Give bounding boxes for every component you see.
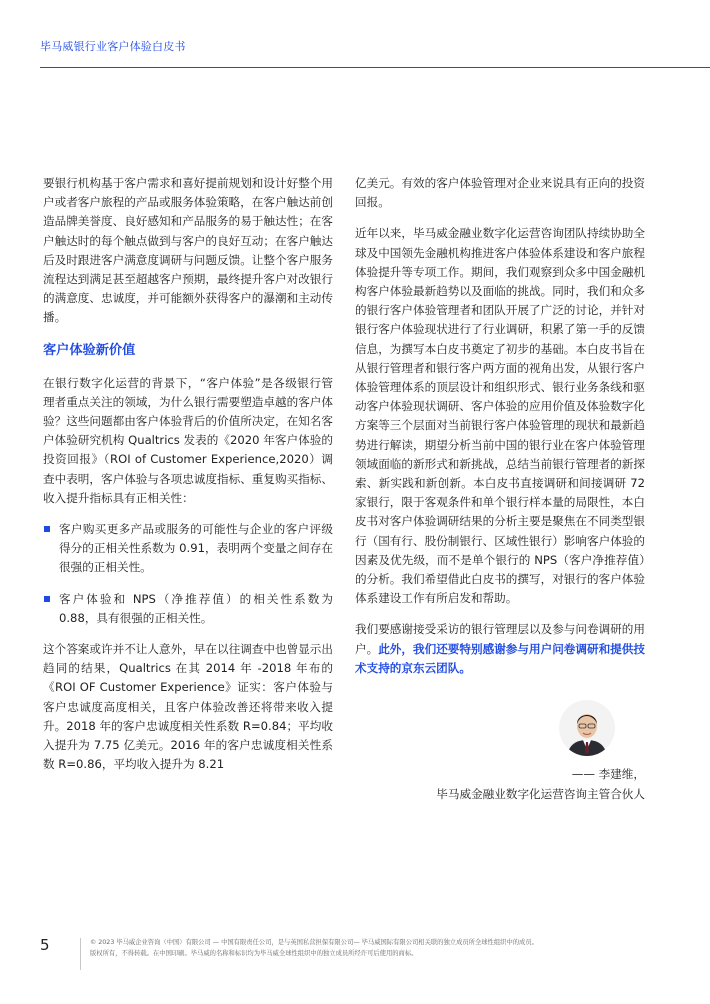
square-bullet-icon [44,596,50,602]
bullet-text: 客户购买更多产品或服务的可能性与企业的客户评级得分的正相关性系数为 0.91，表明两个变量之间存在很强的正相关性。 [59,522,333,575]
person-portrait-icon [559,700,615,756]
page-number: 5 [40,936,50,954]
section-heading: 客户体验新价值 [43,342,136,358]
list-item [43,520,333,578]
legal-line: 版权所有，不得转载。在中国印刷。毕马威的名称和标识均为毕马威全球性组织中的独立成员所经许可后使用的商标。 [90,949,418,957]
intro-paragraph: 要银行机构基于客户需求和喜好提前规划和设计好整个用户或者客户旅程的产品或服务体验策略，在客户触达前创造品牌美誉度、良好感知和产品服务的易于触达性；在客户触达时的每个触点做到与客户的良好互动；在客户触达后及时跟进客户满意度调研与问题反馈。让整个客户服务流程达到满足甚至超越客户预期，最终提升客户对改银行的满意度、忠诚度，并可能额外获得客户的瀑潮和主动传播。 [43,176,333,325]
left-column [43,174,333,786]
bullet-list [43,520,333,628]
signature-title: 毕马威金融业数字化运营咨询主管合伙人 [436,787,645,802]
footer-divider [80,938,81,970]
square-bullet-icon [44,526,50,532]
continuation-paragraph: 亿美元。有效的客户体验管理对企业来说具有正向的投资回报。 [355,176,645,210]
list-item [43,590,333,628]
thanks-paragraph [355,620,645,678]
right-column [355,174,645,804]
findings-paragraph: 这个答案或许并不让人意外，早在以往调查中也曾显示出趋同的结果，Qualtrics 在其 2014 年 -2018 年布的《ROI OF Customer Experience》证实：客户体验与客户忠诚度高度相关，且客户体验改善还将带来收入提升。2018 年的客户忠诚度相关性系数 R=0.84；平均收入提升为 7.75 亿美元。2016 年的客户忠诚度相关性系数 R=0.86，平均收入提升为 8.21 [43,642,333,772]
signature-block [355,764,645,804]
bullet-text: 客户体验和 NPS（净推荐值）的相关性系数为 0.88，具有很强的正相关性。 [59,591,333,625]
thanks-highlight: 此外，我们还要特别感谢参与用户问卷调研和提供技术支持的京东云团队。 [355,641,645,675]
legal-notice [90,938,670,959]
signature-name: —— 李建维， [571,767,645,782]
running-header: 毕马威银行业客户体验白皮书 [40,40,186,53]
thanks-text: 我们要感谢接受采访的银行管理层以及参与问卷调研的用户。 [355,622,645,656]
context-paragraph: 在银行数字化运营的背景下，“客户体验”是各级银行管理者重点关注的领域，为什么银行需要塑造卓越的客户体验？这些问题都由客户体验背后的价值所决定，在知名客户体验研究机构 Qualtrics 发表的《2020 年客户体验的投资回报》（ROI of Customer Experience,2020）调查中表明，客户体验与各项忠诚度指标、重复购买指标、收入提升指标具有正相关性： [43,375,333,505]
legal-line: © 2023 毕马威企业咨询（中国）有限公司 — 中国有限责任公司，是与英国私营担保有限公司— 毕马威国际有限公司相关联的独立成员所全球性组织中的成员。 [90,939,538,946]
author-portrait [559,700,615,756]
header-rule [40,67,710,68]
whitepaper-paragraph: 近年以来，毕马威金融业数字化运营咨询团队持续协助全球及中国领先金融机构推进客户体验体系建设和客户旅程体验提升等专项工作。期间，我们观察到众多中国金融机构客户体验最新趋势以及面临的挑战。同时，我们和众多的银行客户体验管理者和团队开展了广泛的讨论，并针对银行客户体验现状进行了行业调研，积累了第一手的反馈信息，为撰写本白皮书奠定了初步的基础。本白皮书旨在从银行管理者和银行客户两方面的视角出发，从银行客户体验管理体系的顶层设计和组织形式、银行业务条线和驱动客户体验现状调研、客户体验的应用价值及体验数字化方案等三个层面对当前银行客户体验管理的现状和最新趋势进行解读，期望分析当前中国的银行业在客户体验管理领域面临的新形式和新挑战，总结当前银行管理者的新探索、新实践和新创新。本白皮书直接调研和间接调研 72 家银行，限于客观条件和单个银行样本量的局限性，本白皮书对客户体验调研结果的分析主要是聚焦在不同类型银行（国有行、股份制银行、区域性银行）影响客户体验的因素及优先级，而不是单个银行的 NPS（客户净推荐值）的分析。我们希望借此白皮书的撰写，对银行的客户体验体系建设工作有所启发和帮助。 [355,226,645,606]
